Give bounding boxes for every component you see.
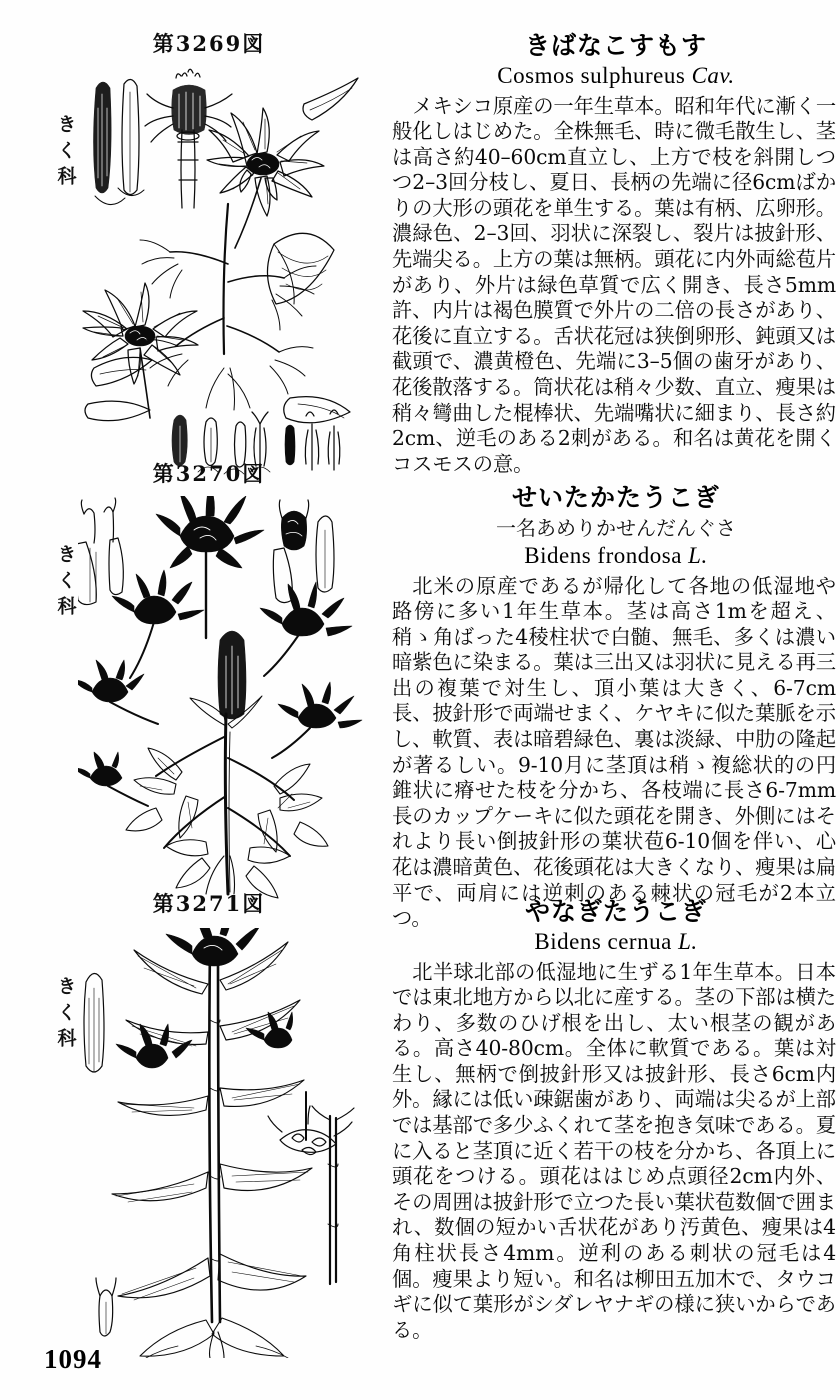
entry-body-1: メキシコ原産の一年生草本。昭和年代に漸く一般化しはじめた。全株無毛、時に微毛散生し、茎は高さ約40–60cm直立し、上方で枝を斜開しつつ2–3回分枝し、夏日、長柄の先端に径6cmばかりの大形の頭花を単生する。葉は有柄、広卵形。濃緑色、2–3回、羽状に深裂し、裂片は披針形、先端尖る。上方の葉は無柄。頭花に内外両総苞片があり、外片は緑色草質で広く開き、長さ5mm許、内片は褐色膜質で外片の二倍の長さがあり、花後に直立する。舌状花冠は狭倒卵形、鈍頭又は截頭で、濃黄橙色、先端に3–5個の歯牙があり、花後散落する。筒状花は稍々少数、直立、瘦果は稍々彎曲した棍棒状、先端嘴状に細まり、長さ約2cm、逆毛のある2刺がある。和名は黄花を開くコスモスの意。 (392, 93, 836, 476)
entry-latin-name-2 (392, 542, 840, 571)
entry-title-2: せいたかたうこぎ (511, 483, 720, 512)
entry-kibanakosumosu (392, 32, 840, 477)
page-number: 1094 (44, 1344, 102, 1374)
entry-latin-name-1 (392, 62, 840, 91)
latin-binomial-1: Cosmos sulphureus (497, 62, 686, 88)
botanical-illustration-bidens-frondosa (78, 496, 378, 916)
latin-authority-2: L. (688, 542, 708, 568)
family-label-1: きく科 (54, 114, 77, 192)
figure-block-1 (0, 28, 392, 478)
figure-caption-3: 第3271図 (152, 891, 266, 916)
latin-authority-1: Cav. (691, 62, 735, 88)
figure-block-2 (0, 458, 392, 908)
entry-title-1: きばなこすもす (524, 31, 707, 60)
entry-body-2: 北米の原産であるが帰化して各地の低湿地や路傍に多い1年生草本。茎は高さ1mを超え、稍ゝ角ばった4稜柱状で白髄、無毛、多くは濃い暗紫色に染まる。葉は三出又は羽状に見える再三出の複葉で対生し、頂小葉は大きく、6-7cm長、披針形で両端せまく、ケヤキに似た葉脈を示し、軟質、表は暗碧緑色、裏は淡緑、中肋の隆起が著るしい。9-10月に茎頂は稍ゝ複総状的の円錐状に瘠せた枝を分かち、各枝端に長さ6-7mm長のカップケーキに似た頭花を開き、外側にはそれより長い倒披針形の葉状苞6-10個を伴い、心花は濃暗黄色、花後頭花は大きくなり、瘦果は扁平で、両肩には逆刺のある棘状の冠毛が2本立つ。 (392, 573, 836, 931)
latin-authority-3: L. (678, 928, 698, 954)
entry-latin-name-3 (392, 928, 840, 957)
entry-body-3: 北半球北部の低湿地に生ずる1年生草本。日本では東北地方から以北に産する。茎の下部は横たわり、多数のひげ根を出し、太い根茎の観がある。高さ40-80cm。全体に軟質である。葉は対生し、無柄で倒披針形又は披針形、長さ6cm内外。縁には低い疎鋸歯があり、両端は尖るが上部では基部で多少ふくれて茎を抱き気味である。夏に入ると茎頂に近く若干の枝を分かち、各頂上に頭花をつける。頭花ははじめ点頭径2cm内外、その周囲は披針形で立つた長い葉状苞数個で囲まれ、数個の短かい舌状花があり汚黄色、瘦果は4角柱状長さ4mm。逆利のある刺状の冠毛は4個。瘦果より短い。和名は柳田五加木で、タウコギに似て葉形がシダレヤナギの様に狭いからである。 (392, 959, 836, 1342)
latin-binomial-3: Bidens cernua (534, 928, 672, 954)
family-label-2: きく科 (54, 544, 77, 622)
figure-caption-2: 第3270図 (152, 461, 266, 486)
figure-caption-1: 第3269図 (152, 31, 266, 56)
figure-block-3 (0, 888, 392, 1348)
illustration-column (0, 0, 392, 1400)
latin-binomial-2: Bidens frondosa (524, 542, 682, 568)
entry-alias-2: 一名あめりかせんだんぐさ (496, 515, 736, 540)
text-column (392, 0, 840, 1400)
botanical-illustration-bidens-cernua (78, 928, 378, 1358)
entry-yanagitaukogi (392, 898, 840, 1343)
entry-seitakataukogi (392, 484, 840, 932)
family-label-3: きく科 (54, 976, 77, 1054)
botanical-illustration-cosmos (78, 68, 378, 488)
entry-title-3: やなぎたうこぎ (524, 897, 707, 926)
